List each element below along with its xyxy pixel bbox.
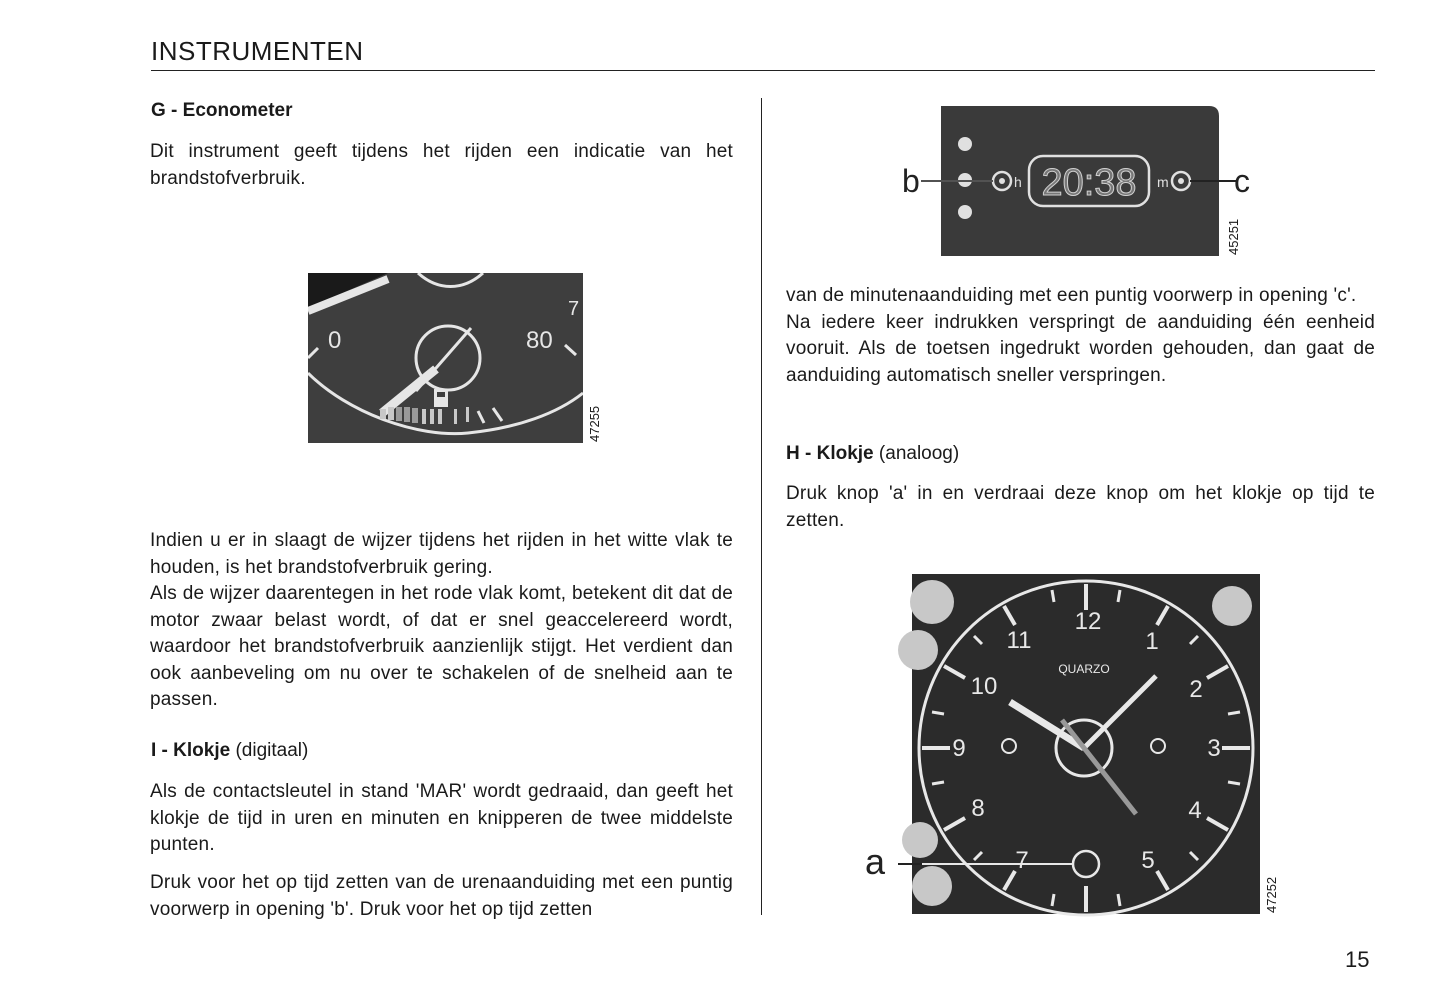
clock-numeral-5: 5 [1141, 847, 1155, 874]
digital-clock [897, 104, 1257, 259]
digital-clock-display: 20:38 [1041, 162, 1137, 204]
analog-clock-figure [862, 572, 1262, 922]
clock-numeral-8: 8 [971, 795, 985, 822]
section-i-text-right: van de minutenaanduiding met een puntig voorwerp in opening 'c'. Na iedere keer indrukken verspringt de aanduiding één eenheid vooruit. Als de toetsen ingedrukt worden gehouden, dan gaat de aanduiding automatisch sneller verspringen. [786, 285, 1375, 386]
section-h-suffix: (analoog) [873, 443, 960, 464]
digital-clock-figure-number: 45251 [1226, 218, 1241, 255]
econometer-gauge [308, 273, 583, 443]
analog-clock [862, 572, 1262, 917]
clock-numeral-2: 2 [1189, 676, 1203, 703]
section-h-text: Druk knop 'a' in en verdraai deze knop om het klokje op tijd te zetten. [786, 483, 1375, 531]
section-i-prefix: I - [151, 740, 174, 761]
gauge-label-top: 7 [568, 298, 580, 320]
clock-numeral-3: 3 [1207, 735, 1221, 762]
clock-numeral-12: 12 [1074, 608, 1102, 635]
page-title: INSTRUMENTEN [151, 36, 364, 66]
section-g-text-continued: Indien u er in slaagt de wijzer tijdens het rijden in het witte vlak te houden, is het brandstofverbruik gering. Als de wijzer daarentegen in het rode vlak komt, betekent dit dat de motor zwaar belast wordt, of dat er snel geaccelereerd wordt, waardoor het brandstofverbruik aanzienlijk stijgt. Het verdient dan ook aanbeveling om nu over te schakelen of de snelheid aan te passen. [150, 530, 733, 710]
section-g-title: Econometer [182, 100, 293, 121]
section-i-text-continued: Druk voor het op tijd zetten van de urenaanduiding met een puntig voorwerp in opening 'b'. Druk voor het op tijd zetten [150, 872, 733, 920]
section-g-prefix: G - [151, 100, 183, 121]
section-i-title: Klokje [173, 740, 231, 761]
page-number: 15 [1345, 947, 1370, 972]
section-g-heading [151, 100, 292, 122]
section-i-text: Als de contactsleutel in stand 'MAR' wordt gedraaid, dan geeft het klokje de tijd in uren en minuten en knipperen de twee middelste punten. [150, 781, 733, 855]
section-h-prefix: H - [786, 443, 817, 464]
column-divider [761, 98, 762, 915]
econometer-figure [308, 273, 583, 448]
clock-numeral-10: 10 [970, 673, 998, 700]
section-i-suffix: (digitaal) [230, 740, 309, 761]
header-rule [151, 70, 1375, 71]
section-h-heading [786, 443, 959, 465]
clock-numeral-9: 9 [952, 735, 966, 762]
analog-clock-label-a: a [865, 841, 886, 882]
section-g-text: Dit instrument geeft tijdens het rijden een indicatie van het brandstofverbruik. [150, 141, 733, 189]
clock-brand: QUARZO [1058, 662, 1110, 676]
digital-clock-button-m: m [1157, 174, 1169, 190]
section-h-title: Klokje [816, 443, 874, 464]
clock-numeral-1: 1 [1145, 628, 1159, 655]
clock-numeral-11: 11 [1006, 627, 1032, 654]
analog-clock-figure-number: 47252 [1264, 876, 1279, 913]
gauge-label-left: 0 [328, 327, 342, 354]
clock-numeral-7: 7 [1015, 847, 1029, 874]
section-i-heading [151, 740, 308, 762]
digital-clock-label-b: b [902, 163, 920, 199]
digital-clock-label-c: c [1234, 163, 1250, 199]
econometer-figure-number: 47255 [587, 405, 602, 442]
gauge-label-right: 80 [526, 327, 553, 354]
clock-numeral-4: 4 [1188, 797, 1202, 824]
digital-clock-figure [897, 104, 1257, 264]
digital-clock-button-h: h [1014, 174, 1022, 190]
